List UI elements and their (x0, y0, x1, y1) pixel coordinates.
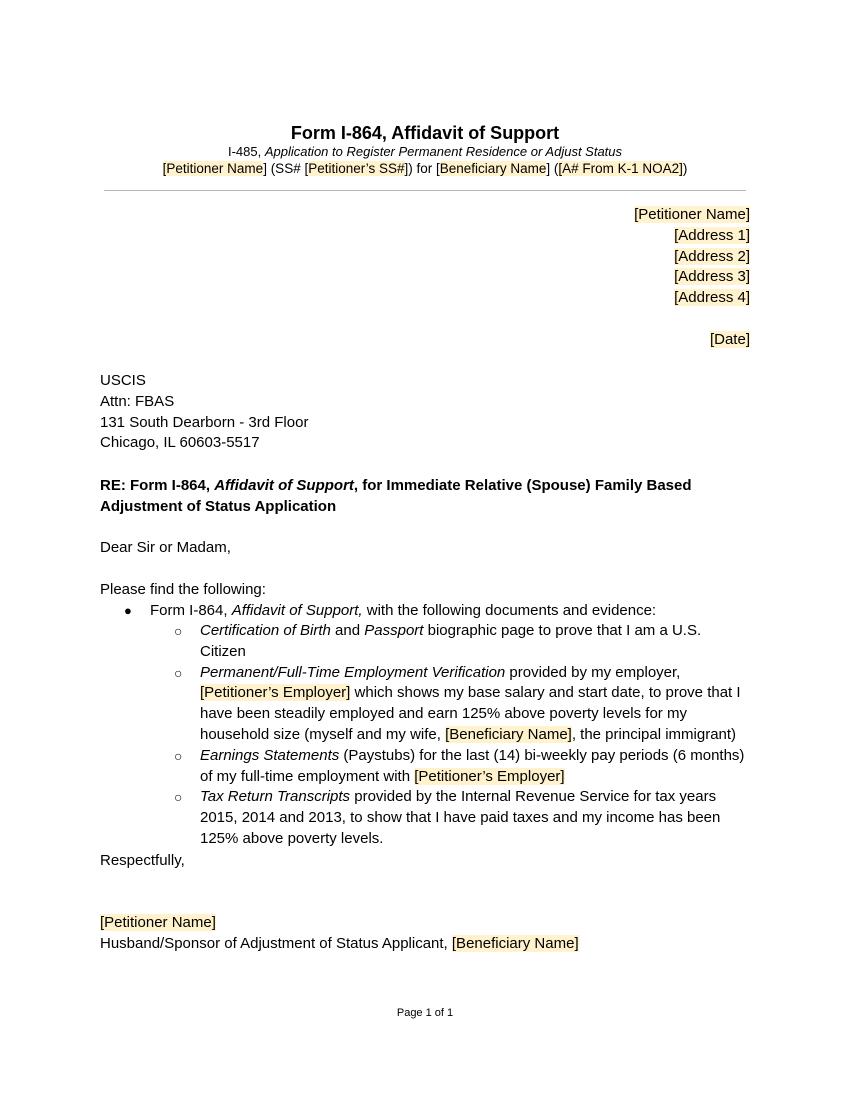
beneficiary-placeholder: [Beneficiary Name] (445, 725, 572, 743)
ref-open-bracket: [ (162, 161, 167, 176)
circle-bullet-marker: ○ (174, 747, 183, 764)
recipient-line: Attn: FBAS (100, 392, 175, 410)
signer-beneficiary: [Beneficiary Name] (451, 934, 579, 952)
date-placeholder: [Date] (709, 331, 750, 348)
recipient-line: Chicago, IL 60603-5517 (100, 434, 260, 452)
evidence-text: provided by the Internal Revenue Service for tax years 2015, 2014 and 2013, to show that I have paid taxes and my income has been 125% above poverty levels. (200, 788, 721, 847)
sender-address-4: [Address 4] (674, 289, 750, 307)
bullet-list (100, 601, 750, 622)
evidence-list (100, 621, 750, 850)
sender-name: [Petitioner Name] (634, 206, 750, 223)
evidence-doc-name: Permanent/Full-Time Employment Verification (200, 663, 506, 681)
evidence-doc-name: Tax Return Transcripts (200, 788, 351, 806)
bullet-suffix: with the following documents and evidence: (362, 602, 657, 619)
circle-bullet-marker: ○ (174, 789, 183, 806)
evidence-text: , the principal immigrant) (571, 725, 737, 743)
signer-role: Husband/Sponsor of Adjustment of Status Applicant, (100, 934, 452, 952)
ref-text-4: ) (682, 161, 688, 176)
reference-line (0, 160, 850, 178)
list-item (100, 663, 750, 746)
subject-form-title: Affidavit of Support (214, 477, 354, 494)
ref-text-1: ] (SS# [ (263, 161, 309, 176)
subject-suffix: , for Immediate Relative (Spouse) Family Based Adjustment of Status Application (100, 477, 692, 515)
list-item (100, 787, 750, 849)
recipient-address-block (100, 371, 308, 454)
evidence-text: biographic page to prove that I am a U.S. Citizen (200, 622, 702, 660)
list-item (100, 746, 750, 788)
sender-address-2: [Address 2] (674, 247, 750, 265)
ref-beneficiary-name: Beneficiary Name (439, 161, 547, 176)
circle-bullet-marker: ○ (174, 664, 183, 681)
header-divider (104, 190, 746, 191)
document-subtitle (0, 144, 850, 160)
subtitle-prefix: I-485, (227, 144, 265, 159)
sender-address-block (634, 205, 750, 309)
subtitle-form-name: Application to Register Permanent Residence or Adjust Status (264, 144, 623, 159)
evidence-doc-name: Passport (364, 622, 424, 639)
subject-prefix: RE: Form I-864, (100, 477, 215, 494)
evidence-text: (Paystubs) for the last (14) bi-weekly pay periods (6 months) of my full-time employment with (200, 746, 745, 785)
page-number: Page 1 of 1 (396, 1007, 454, 1019)
intro-sentence: Please find the following: (100, 581, 266, 598)
bullet-prefix: Form I-864, (150, 602, 232, 619)
salutation: Dear Sir or Madam, (100, 539, 231, 556)
signature-block (100, 913, 579, 955)
list-item (100, 621, 750, 663)
ref-petitioner-name: Petitioner Name (166, 161, 264, 176)
recipient-line: USCIS (100, 372, 146, 389)
sender-address-3: [Address 3] (674, 268, 750, 286)
ref-text-2: ]) for [ (404, 161, 440, 176)
circle-bullet-marker: ○ (174, 623, 183, 639)
evidence-text: which shows my base salary and start date, to prove that I have been steadily employed and earn 125% above poverty levels for my household size (myself and my wife, (200, 684, 741, 743)
evidence-doc-name: Certification of Birth (200, 622, 331, 639)
employer-placeholder: [Petitioner’s Employer] (414, 767, 565, 785)
bullet-form-title: Affidavit of Support, (231, 602, 363, 619)
ref-petitioner-ss: Petitioner’s SS# (308, 161, 405, 176)
list-item (100, 601, 750, 622)
employer-placeholder: [Petitioner’s Employer] (200, 684, 351, 702)
evidence-text: provided by my employer, (505, 663, 681, 681)
ref-text-3: ] ( (546, 161, 559, 176)
recipient-line: 131 South Dearborn - 3rd Floor (100, 413, 309, 431)
sender-address-1: [Address 1] (674, 226, 750, 244)
subject-line (100, 476, 750, 518)
document-title: Form I-864, Affidavit of Support (290, 123, 560, 143)
evidence-text: and (330, 622, 365, 639)
bullet-marker: ● (124, 603, 132, 618)
closing: Respectfully, (100, 852, 185, 869)
letter-date (710, 330, 750, 351)
evidence-doc-name: Earnings Statements (200, 746, 340, 764)
signer-name: [Petitioner Name] (100, 914, 216, 931)
ref-a-number: [A# From K-1 NOA2] (558, 161, 683, 176)
